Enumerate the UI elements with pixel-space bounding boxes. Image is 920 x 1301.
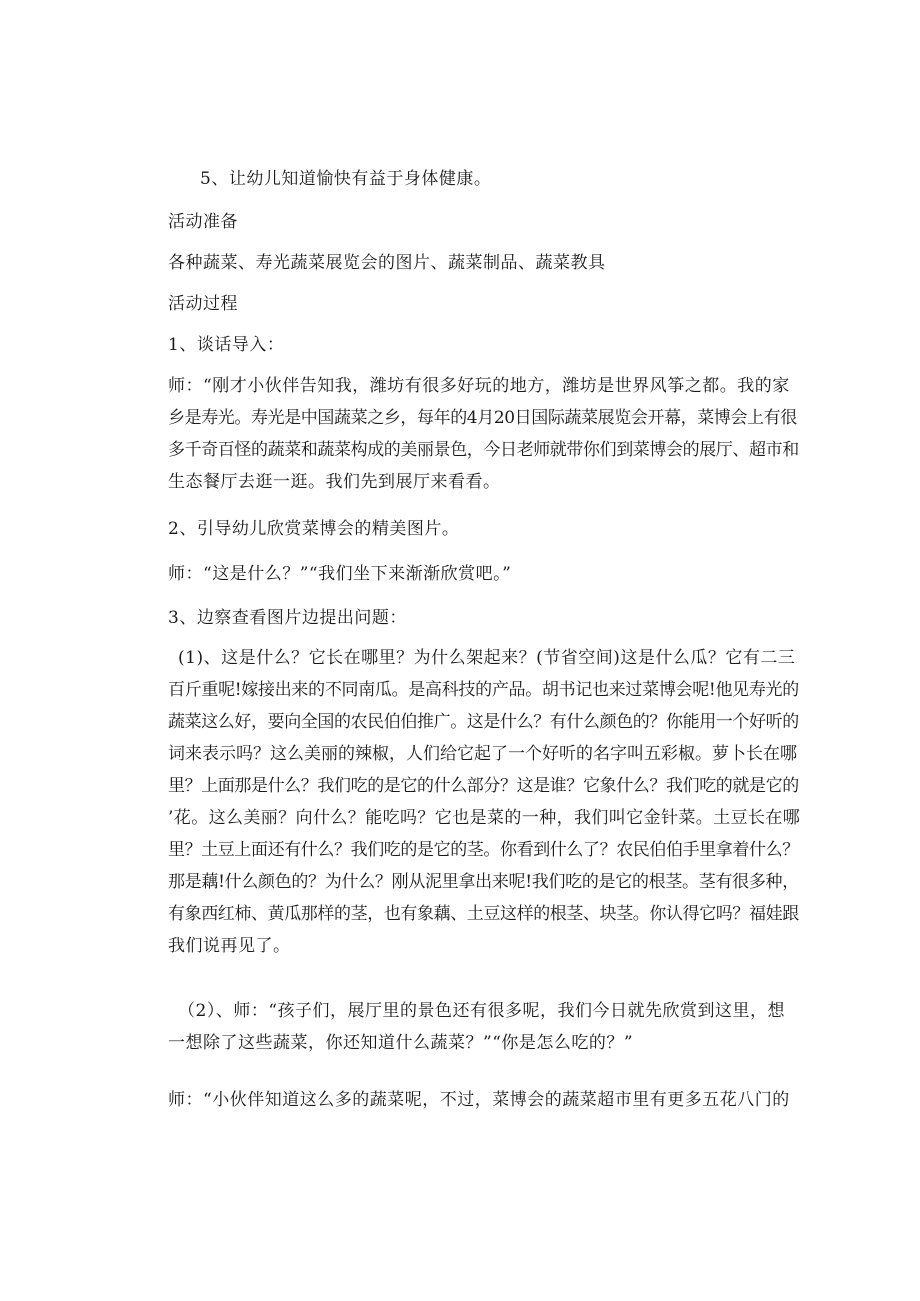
paragraph-questions-1 xyxy=(168,642,801,962)
teacher-closing-line: 师：“小伙伴知道这么多的蔬菜呢，不过，菜博会的蔬菜超市里有更多五花八门的 xyxy=(168,1090,790,1110)
text-line: 有象西红柿、黄瓜那样的茎，也有象藕、土豆这样的根茎、块茎。你认得它吗？福娃跟 xyxy=(168,904,799,924)
paragraph-questions-2 xyxy=(168,995,788,1059)
step-1-heading: 1、谈话导入： xyxy=(168,335,285,355)
preparation-materials: 各种蔬菜、寿光蔬菜展览会的图片、蔬菜制品、蔬菜教具 xyxy=(168,253,606,273)
text-line: 百斤重呢!嫁接出来的不同南瓜。是高科技的产品。胡书记也来过菜博会呢!他见寿光的 xyxy=(168,680,799,700)
text-line: （2）、师：“孩子们，展厅里的景色还有很多呢，我们今日就先欣赏到这里，想 xyxy=(178,1001,786,1021)
text-line: 词来表示吗？这么美丽的辣椒，人们给它起了一个好听的名字叫五彩椒。萝卜长在哪 xyxy=(168,744,797,764)
section-heading-preparation: 活动准备 xyxy=(168,212,238,232)
text-line: 多千奇百怪的蔬菜和蔬菜构成的美丽景色，今日老师就带你们到菜博会的展厅、超市和 xyxy=(168,440,799,460)
text-line: 乡是寿光。寿光是中国蔬菜之乡，每年的4月20日国际蔬菜展览会开幕，菜博会上有很 xyxy=(168,408,797,428)
text-line: 里？土豆上面还有什么？我们吃的是它的茎。你看到什么了？农民伯伯手里拿着什么？ xyxy=(168,840,799,860)
goal-item-5: 5、让幼儿知道愉快有益于身体健康。 xyxy=(200,169,492,189)
teacher-quote: 师：“这是什么？”“我们坐下来渐渐欣赏吧。” xyxy=(168,564,512,584)
text-line: 我们说再见了。 xyxy=(168,936,291,956)
text-line: 里？上面那是什么？我们吃的是它的什么部分？这是谁？它象什么？我们吃的就是它的 xyxy=(168,776,799,796)
text-line: 一想除了这些蔬菜，你还知道什么蔬菜？”“你是怎么吃的？” xyxy=(168,1033,634,1053)
text-line: 蔬菜这么好，要向全国的农民伯伯推广。这是什么？有什么颜色的？你能用一个好听的 xyxy=(168,712,799,732)
step-3-heading: 3、边察查看图片边提出问题： xyxy=(168,608,407,628)
text-line: 生态餐厅去逛一逛。我们先到展厅来看看。 xyxy=(168,472,501,492)
section-heading-process: 活动过程 xyxy=(168,294,238,314)
text-line: 那是藕!什么颜色的？为什么？刚从泥里拿出来呢!我们吃的是它的根茎。茎有很多种， xyxy=(168,872,799,892)
text-line: ’花。这么美丽？向什么？能吃吗？它也是菜的一种，我们叫它金针菜。土豆长在哪 xyxy=(168,808,801,828)
text-line: 师：“刚才小伙伴告知我，潍坊有很多好玩的地方，潍坊是世界风筝之都。我的家 xyxy=(168,376,790,396)
step-2-heading: 2、引导幼儿欣赏菜博会的精美图片。 xyxy=(168,519,460,539)
text-line: (1)、这是什么？它长在哪里？为什么架起来？(节省空间)这是什么瓜？它有二三 xyxy=(178,648,796,668)
paragraph-teacher-intro xyxy=(168,370,799,498)
